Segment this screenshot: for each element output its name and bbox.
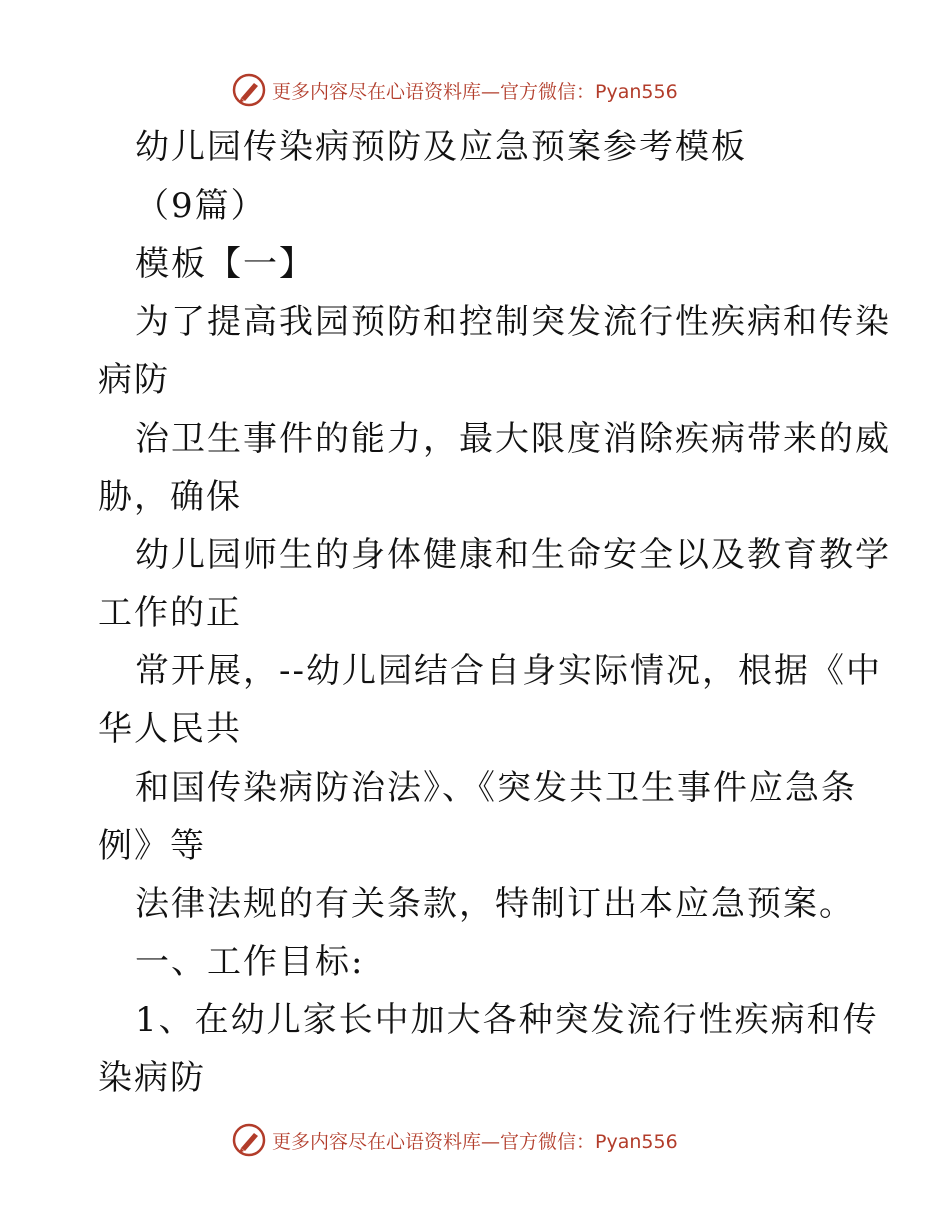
- watermark-text: 更多内容尽在心语资料库—官方微信：Pyan556: [272, 80, 678, 103]
- paragraph-line: 1、在幼儿家长中加大各种突发流行性疾病和传: [135, 1000, 879, 1040]
- paragraph-line: 胁，确保: [98, 477, 242, 517]
- pen-logo-icon: [232, 1123, 266, 1157]
- document-subtitle: （9篇）: [135, 186, 267, 226]
- footer-watermark: [232, 1120, 678, 1160]
- section-heading: 一、工作目标:: [135, 942, 365, 982]
- section-heading: 模板【一】: [135, 244, 315, 284]
- paragraph-line: 染病防: [98, 1058, 206, 1098]
- paragraph-line: 病防: [98, 360, 170, 400]
- watermark-text: 更多内容尽在心语资料库—官方微信：Pyan556: [272, 1130, 678, 1153]
- paragraph-line: 治卫生事件的能力，最大限度消除疾病带来的威: [135, 419, 891, 459]
- document-title: 幼儿园传染病预防及应急预案参考模板: [135, 127, 747, 167]
- paragraph-line: 法律法规的有关条款，特制订出本应急预案。: [135, 884, 855, 924]
- header-watermark: [232, 70, 678, 110]
- paragraph-line: 华人民共: [98, 709, 242, 749]
- paragraph-line: 和国传染病防治法》、《突发共卫生事件应急条: [135, 768, 857, 808]
- paragraph-line: 工作的正: [98, 593, 242, 633]
- paragraph-line: 为了提高我园预防和控制突发流行性疾病和传染: [135, 302, 891, 342]
- pen-logo-icon: [232, 73, 266, 107]
- paragraph-line: 常开展，--幼儿园结合自身实际情况，根据《中: [135, 651, 882, 691]
- paragraph-line: 例》等: [98, 826, 206, 866]
- paragraph-line: 幼儿园师生的身体健康和生命安全以及教育教学: [135, 535, 891, 575]
